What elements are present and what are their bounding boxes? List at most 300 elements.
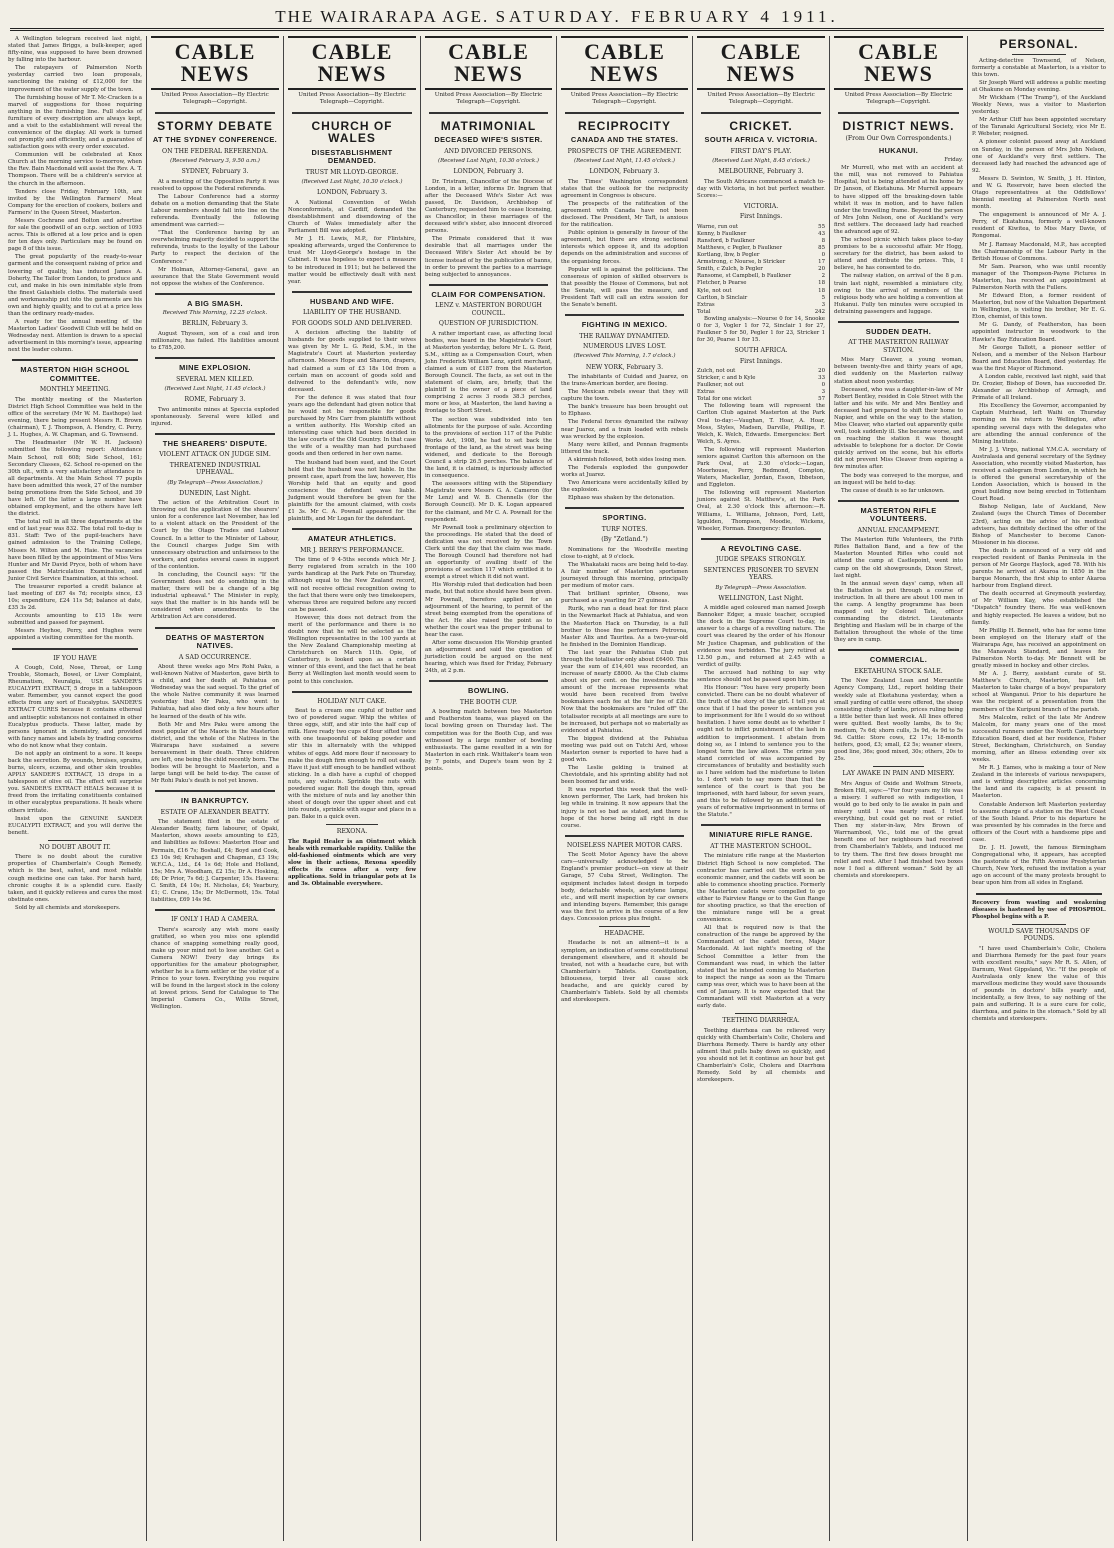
batsman: Kenny, b Faulkner [697, 230, 747, 237]
score-row [697, 295, 825, 302]
paragraph: The Federals exploded the gunpowder works at Juarez. [561, 464, 688, 479]
column-4 [420, 36, 556, 1541]
batsman: Kyle, not out [697, 287, 732, 294]
batsman: Smith, c Zulch, b Pegler [697, 266, 763, 273]
divider [155, 112, 275, 114]
divider [599, 926, 650, 927]
batsman: Carlton, b Sinclair [697, 294, 748, 301]
paragraph: A decision affecting the liability of husbands for goods supplied to their wives was given by Mr L. G. Reid, S.M., in the Magistrate's Court at Masterton yesterday afternoon. Messrs Hope and Sharon, drapers, had claimed a sum of £3 18s 10d from a certain man on account of goods sold and delivered to the defendant's wife, now deceased. [288, 330, 416, 393]
divider [155, 790, 275, 792]
advert-headline: LAY AWAKE IN PAIN AND MISERY. [842, 770, 955, 778]
received-time: (Received Last Night, 10.30 o'clock.) [301, 179, 403, 186]
paragraph: The great popularity of the ready-to-wear garment and the consequent raising of price and lowering of quality, has induced James A. Doherty, The Tailor from London, to produce and cut, and make in his own inimitable style from the finest Galashiels cloths. The materials used and workmanship put into the garments are his own and highly quality, and to cut at a price less than the ordinary ready-mades. [8, 254, 142, 317]
column-6 [692, 36, 829, 1541]
paragraph: Accounts amounting to £15 18s were submitted and passed for payment. [8, 613, 142, 627]
paragraph: Mr Murrell, who met with an accident at the mill, was not removed to Pahiatua Hospital, but is being attended at his home by Dr Janson, of Eketahuna. Mr Murrell appears to have slipped off the breaking-down table whilst it was in motion, and to have fallen under the travelling frame. Beyond the person of Mrs John Nelson, one of Auckland's very first settlers. The deceased lady had reached the advanced age of 92. [834, 165, 963, 235]
runs: 8 [821, 237, 825, 244]
dateline: DUNEDIN, Last Night. [179, 489, 251, 497]
paragraph: It was reported this week that the well-known performer, The Lark, had broken his leg while in training. It now appears that the injury is not so bad as stated, and there is hope of the horse being all right in due course. [561, 787, 688, 829]
article-headline: PERSONAL. [999, 37, 1079, 51]
article-subhead: (From Our Own Correspondents.) [845, 135, 952, 143]
received-time: (Received February 3, 9.50 a.m.) [170, 158, 260, 165]
runs: 20 [818, 368, 825, 374]
paragraph: Mr A. J. Berry, assistant curate of St. Matthew's Church, Masterton, has left Masterton to take charge of a boys' preparatory school at Wanganui. Prior to his departure he was the recipient of a presentation from the members of the Kuripuni branch of the parish. [972, 671, 1106, 713]
runs: 0 [821, 252, 825, 259]
paragraph: "That the Conference having by an overwhelming majority decided to support the referenda, trusts to the loyalty of the Labour Party to respect the decision of the Conference." [151, 230, 279, 265]
paragraph: The Leslie gelding is trained at Cheviotdale, and his sprinting ability had not been boomed far and wide. [561, 765, 688, 786]
runs: 55 [818, 223, 825, 230]
paragraph: Mr J. Ramsay Macdonald, M.P., has accepted the Chairmanship of the Labour Party in the British House of Commons. [972, 241, 1106, 262]
section-credit: United Press Association—By Electric Telegraph—Copyright. [298, 92, 406, 106]
divider [1012, 924, 1066, 925]
score-row [697, 288, 825, 295]
paragraph: "I have used Chamberlain's Colic, Cholera and Diarrhœa Remedy for the past four years with excellent results," says Mr R. S. Allen, of Darnum, West Gippsland, Vic. "If the people of Australasia only knew the value of this marvellous medicine they would save thousands of pounds in doctors' bills yearly and, incidentally, a few lives, to say nothing of the pain and suffering. It is a sure cure for colic, diarrhœa, and pains in the stomach." Sold by all chemists and storekeepers. [972, 945, 1106, 1023]
paragraph: The accused had nothing to say why sentence should not be passed upon him. [697, 669, 825, 683]
dateline: NEW YORK, February 3. [585, 363, 664, 371]
paragraph: However, this does not detract from the merit of the performance and there is no doubt now that he will be selected as the Wellington representative in the 100 yards at the New Zealand Championship meeting at Christchurch on March 11th. Opie, of Canterbury, is looked upon as a certain winner of this event, and the fact that he beat Berry at Wellington last month would seem to point to this conclusion. [288, 614, 416, 685]
batsman: Warne, run out [697, 223, 739, 230]
paragraph: The husband had been sued, and the Court held that the husband was not liable. In the present case, apart from the law, however, His Worship held that an equity and good conscience the defendant was liable. Judgment would therefore be given for the plaintiffs for the amount claimed, with costs £1 3s. Mr C. A. Pownall appeared for the plaintiffs, and Mr Logan for the defendant. [288, 459, 416, 523]
paragraph: A Cough, Cold, Nose, Throat, or Lung Trouble, Stomach, Bowel, or Liver Complaint, Rheumatism, Neuralgia, USE SANDER'S EUCALYPTI EXTRACT, 5 drops in a tablespoon water. Remember, you cannot expect the good effects from any sort of Eucalyptus. SANDER'S EXTRACT CURES because it contains ethereal and antiseptic substances not contained in other Eucalyptus products. These latter, made by persons ignorant in chemistry, and provided with fancy names and labels by trading concerns who do not know what they contain. [8, 665, 142, 749]
paragraph: A London cable, received last night, said that Dr. Crozier, Bishop of Down, has succeeded Dr. Alexander as Archbishop of Armagh, and Primate of all Ireland. [972, 373, 1106, 402]
paragraph: His Worship ruled that dedication had been made, but that notice should have been given. Mr Pownall, therefore applied for an adjournment of the hearing, to permit of the street being exempted from the operations of the Act. He also raised the point as to whether the court was the proper tribunal to hear the case. [425, 582, 552, 638]
article-subhead: AT THE SYDNEY CONFERENCE. [152, 135, 278, 145]
paragraph: Deceased, who was a daughter-in-law of Mr Robert Bentley, resided in Cole Street with the latter and his wife. Mr and Mrs Bentley and deceased had prepared to shift their home to Napier, and while on the way to the station, Miss Cleaver, who started out apparently quite well, took suddenly ill. She became worse, and on reaching the station it was thought advisable to telephone for a doctor. Dr Cowie quickly arrived on the scene, but his efforts did not prevent Miss Cleaver from expiring a few minutes after. [834, 386, 963, 471]
paragraph: Mr George Tallott, a pioneer settler of Nelson, and a member of the Nelson Harbour Board and Education Board, died yesterday. He was the first Mayor of Richmond. [972, 344, 1106, 372]
dateline: SYDNEY, February 3. [181, 168, 249, 176]
divider [565, 112, 684, 114]
article-subhead: SOUTH AFRICA V. VICTORIA. [704, 135, 818, 145]
article-headline: A BIG SMASH. [187, 298, 243, 308]
divider [565, 314, 684, 316]
paragraph: The Whakataki races are being held to-day. A fair number of Masterton sportsmen journeyed through this morning, principally per medium of motor cars. [561, 561, 688, 590]
article-headline: MATRIMONIAL [440, 118, 537, 133]
paragraph: A Wellington telegram received last night, stated that James Briggs, a bulk-keeper, aged fifty-nine, was supposed to have been drowned by falling into the harbour. [8, 36, 142, 64]
column-7 [829, 36, 967, 1541]
scorecard-victoria [697, 224, 825, 316]
section-credit: United Press Association—By Electric Telegraph—Copyright. [707, 92, 815, 106]
paragraph: The death is announced of a very old and respected resident of Banks Peninsula in the person of Mr George Haylock, aged 78. With his parents he arrived at Akaroa in 1850 in the barque Monarch, the first ship to enter Akaroa harbour from England direct. [972, 547, 1106, 590]
article-subhead: ESTATE OF ALEXANDER BEATTY. [160, 808, 270, 816]
divider [429, 112, 548, 114]
masthead-left: THE WAIRARAPA AGE. [275, 7, 490, 26]
paragraph: Messrs Cochrane and Bolton and advertise for sale the goodwill of an o.r.p. section of 1093 acres. This is offered at a low price and is open for ten days only. Particulars may be found on page 8 of this issue. [8, 217, 142, 253]
paragraph: That brilliant sprinter, Obsono, was purchased as a yearling for 27 guineas. [561, 591, 688, 605]
paragraph: The following team will represent the Carlton Club against Masterton at the Park Oval to-day:—Vaughan, T. Hoar, A. Hoar, Moss, Styles, Madsen, Darville, Phillips, F. Welch, K. Welch, Edwards. Emergencies: Bert Welch, S. Ayres. [697, 403, 825, 445]
runs: 18 [818, 287, 825, 294]
advert-headline: WOULD SAVE THOUSANDS OF POUNDS. [988, 927, 1090, 943]
column-2 [146, 36, 283, 1541]
article-subhead: AT THE MASTERTON RAILWAY STATION. [848, 339, 949, 354]
paragraph: August Thyssen, son of a coal and iron millionaire, has failed. His liabilities amount to £785,200. [151, 330, 279, 352]
advert-headline: IF ONLY I HAD A CAMERA. [171, 916, 259, 924]
batsman: Total for one wicket [697, 396, 752, 403]
batsman: Ransome, st Campbell, b Faulkner [697, 273, 792, 280]
score-row [697, 224, 825, 231]
divider [565, 835, 684, 837]
paragraph: There is no doubt about the curative properties of Chamberlain's Cough Remedy, which is the best, safest, and most reliable cough medicine one can take. For harsh hard, chronic coughs it is a splendid cure. Easily taken, and it quickly relieves and cures the most obstinate ones. [8, 854, 142, 903]
advert-headline: IF YOU HAVE [53, 654, 97, 662]
paragraph: Two antimonite mines at Speccia exploded spontaneously. Several were killed and injured. [151, 406, 279, 427]
article-subhead: DECEASED WIFE'S SISTER. [434, 135, 543, 145]
paragraph: Mr J. J. Virgo, national Y.M.C.A. secretary of Australasia and general secretary of the Sydney Association, who recently visited Masterton, has received a cablegram from London, in which he is offered the general secretaryship of the London Association, which is housed in the great building now being erected in Tottenham Court Road. [972, 446, 1106, 503]
divider [429, 284, 548, 286]
paragraph: Constable Anderson left Masterton yesterday to assume charge of a station on the West Coast of the South Island. Prior to his departure he was presented by his comrades in the force and officers of the Court with a handsome pipe and case. [972, 801, 1106, 843]
paragraph: Messrs Heyhoe, Perry, and Hughes were appointed a visiting committee for the month. [8, 628, 142, 642]
score-row [697, 259, 825, 266]
section-title-cable-news: CABLE NEWS [561, 36, 688, 90]
divider [12, 359, 138, 361]
paragraph: Beat to a cream one cupful of butter and two of powdered sugar. Whip the whites of three eggs, stiff, and stir into the half cup of milk. Have ready two cups of flour sifted twice with one teaspoonful of baking powder and stir this in alternately with the whipped whites of eggs. Add more flour if necessary to make the dough firm enough to roll out easily. Have it just stiff enough to be handled without sticking. In a dish have a cupful of chopped nuts, any walnuts. Sprinkle the nuts with powdered sugar. Roll the dough thin, spread with the mixture of nuts and lay another thin sheet of dough over the upper sheet and cut into rounds, sprinkle with sugar and place in a pan. Bake in a quick oven. [288, 708, 416, 821]
paragraph: Communion will be celebrated at Knox Church at the morning service to-morrow, when the Rev. Bain Macdonald will assist the Rev. A. T. Thompson. There will be a children's service at the church in the afternoon. [8, 152, 142, 187]
paragraph: There's scarcely any wish more easily gratified, so when you miss one splendid chance of snapping something really good, make up your mind not to lose another. Get a Camera NOW! Every day brings its opportunities for the amateur photographer, whether he is a farm settler or the visitor of a Prince to your town. Everything you require will be found in the largest stock in the colony at lowest prices. Send for Catalogue to The Imperial Camera Co., Willis Street, Wellington. [151, 926, 279, 1011]
innings-label: First Innings. [739, 357, 783, 365]
article-headline: CRICKET. [729, 118, 793, 133]
paragraph: The monthly meeting of the Masterton District High School Committee was held in the office of the secretary (Mr W. M. Easthope) last evening, there being present Messrs R. Brown (chairman), T. J. Thompson, A. Hendry, C. Perry, J. L. Hughes, A. W. Chapman, and G. Townsend. [8, 396, 142, 439]
article-subhead: SEVERAL MEN KILLED. [176, 375, 254, 383]
paragraph: Mr J. H. Lewis, M.P., for Flintshire, speaking afterwards, urged the Conference to trust Mr Lloyd-George's hostage in the Cabinet. It was hopeless to expect a measure to be introduced in 1911; but he believed the matter would be effectively dealt with next year. [288, 236, 416, 285]
article-subhead: ANNUAL ENCAMPMENT. [857, 526, 940, 534]
score-row [697, 396, 825, 403]
paragraph: In concluding, the Council says: "If the Government does not do something in the matter, there will be a change of a big industrial upheaval." The Minister in reply, says that the matter is in his hands will be considered when amendments to the Arbitration Act are considered. [151, 571, 279, 621]
divider [429, 680, 548, 682]
paragraph: The last year the Pahiatua Club put through the totalisator only about £6400. This year the sum of £14,401 was recorded, an increase of nearly £8000. As the Club claims about six per cent. on the investments the amount of the increase represents what would have been received from twelve bookmakers each fee at the fair fee of £20. Now that the bookmakers are "ruled off" the totalisator receipts at all meetings are sure to be increased, but perhaps not so materially as evidenced at Pahiatua. [561, 649, 688, 734]
divider [701, 112, 821, 114]
section-credit: United Press Association—By Electric Telegraph—Copyright. [434, 92, 543, 106]
divider [155, 293, 275, 295]
article-subhead: AT THE MASTERTON SCHOOL. [710, 843, 812, 850]
batsman: Extras [697, 301, 715, 308]
batsman: Stricker, c and b Kyle [697, 375, 756, 382]
section-title-cable-news: CABLE NEWS [697, 36, 825, 90]
received-time: (Received Last Night, 10.30 o'clock.) [437, 158, 540, 165]
paragraph: The treasurer reported a credit balance at last meeting of £67 4s 7d; receipts since, £3 10s; expenditure, £24 11s 5d; balance at date, £35 3s 2d. [8, 583, 142, 612]
article-headline: MASTERTON HIGH SCHOOL COMMITTEE. [20, 365, 130, 383]
paragraph: Dr. Tristram, Chancellor of the Diocese of London, in a letter, informs Dr. Ingram that after the Deceased Wife's Sister Act was passed, Dr. Davidson, Archbishop of Canterbury, requested him to cease licensing, as Chancellor, in these marriages of the deceased wife's sister, also innocent divorced persons. [425, 178, 552, 235]
masthead-right: SATURDAY. FEBRUARY 4 1911. [495, 7, 839, 26]
paragraph: A National Convention of Welsh Nonconformists, at Cardiff, demanded the disestablishment and disendowing of the Church of Wales immediately after the Parliament Bill was adopted. [288, 199, 416, 235]
batsman: Total [697, 308, 711, 315]
place-heading: HUKANUI. [878, 145, 919, 155]
batsman: Extras [697, 389, 715, 396]
paragraph: A pioneer colonist passed away at Auckland on Sunday, in the person of Mrs John Nelson, one of Auckland's very first settlers. The deceased lady had reached the advanced age of 92. [972, 139, 1106, 174]
advert-text: Recovery from wasting and weakening diseases is hastened by use of PHOSPHOL. Phosphol begins with a P. [972, 899, 1106, 920]
paragraph: All that is required now is that the construction of the range be approved by the Commandant of the cadet forces, Major Macdonald. At last night's meeting of the School Committee a letter from the Commandant was read, in which the latter stated that he intended coming to Masterton to inspect the range as soon as the Timaru camp was over, which was to have been at the end of January. It is now expected that the Commandant will visit Masterton at a very early date. [697, 925, 825, 1010]
section-title-cable-news: CABLE NEWS [288, 36, 416, 90]
article-headline: BOWLING. [468, 686, 509, 696]
paragraph: The ratepayers of Palmerston North yesterday carried two loan proposals, sanctioning the raising of £12,000 for the improvement of the water supply of the town. [8, 65, 142, 93]
score-row [697, 273, 825, 280]
batsman: Zulch, not out [697, 368, 736, 374]
paragraph: Acting-detective Townsend, of Nelson, formerly a constable at Masterton, is a visitor to this town. [972, 57, 1106, 78]
paragraph: The body was conveyed to the morgue, and an inquest will be held to-day. [834, 472, 963, 486]
paragraph: The bank's treasure has been brought out to Elphaso. [561, 404, 688, 418]
article-subhead: LIABILITY OF THE HUSBAND. [302, 309, 402, 317]
paragraph: Mr Pownall took a preliminary objection to the proceedings. He stated that the deed of dedication was not received by the Town Clerk until the day that the claim was made. The Borough Council had therefore not had an opportunity of availing itself of the provisions of section 117 which entitled it to exempt a street which it did not want. [425, 524, 552, 581]
article-headline: FIGHTING IN MEXICO. [581, 320, 668, 330]
article-headline: STORMY DEBATE [157, 118, 273, 133]
article-headline: COMMERCIAL. [869, 655, 928, 665]
paragraph: A ready for the annual meeting of the Masterton Ladies' Goodwill Club will be held on Wednesday next. Attention is drawn to a special advertisement in this morning's issue, appearing next the leader column. [8, 319, 142, 354]
team-name: VICTORIA. [743, 202, 779, 210]
paragraph: The school picnic which takes place to-day promises to be a successful affair. Mr Hogg, secretary for the district, has been asked to attend and distribute the prizes. This, I believe, he has consented to do. [834, 237, 963, 272]
article-subhead: AND DIVORCED PERSONS. [444, 147, 533, 155]
article-subhead: THREATENED INDUSTRIAL UPHEAVAL. [169, 461, 261, 477]
paragraph: After some discussion His Worship granted an adjournment and said the question of jurisdiction could be argued on the next hearing, which was fixed for Friday, February 24th, at 2 p.m. [425, 639, 552, 675]
section-title-cable-news: CABLE NEWS [425, 36, 552, 90]
column-1 [4, 36, 146, 1541]
batsman: Matthews, c Pegler, b Faulkner [697, 245, 783, 252]
advert-headline: NOISELESS NAPIER MOTOR CARS. [566, 841, 683, 849]
paragraph: Mr Phillip H. Bennett, who has for some time been employed on the literary staff of the Wairarapa Age, has received an appointment on the Manawatu Standard, and leaves for Palmerston North to-day. Mr Bennett will be greatly missed in hockey and other circles. [972, 627, 1106, 670]
divider [292, 691, 412, 693]
article-headline: MASTERTON RIFLE VOLUNTEERS. [860, 505, 937, 524]
paragraph: Mrs Angus of Oxide and Wolfram Streets, Broken Hill, says:—"For four years my life was a misery. I suffered so with indigestion, I would go to bed only to lie awake in pain and misery until I was nearly mad. I tried everything, but could get no rest or relief. Then my sister-in-law, Mrs Brown of Warrnambool, Vic., told me of the great benefit one of her neighbours had received from Chamberlain's Tablets, and induced me to try them. The first few doses brought me relief and rest. After I had finished two boxes now I feel a different woman." Sold by all chemists and storekeepers. [834, 780, 963, 879]
advert-headline: HEADACHE. [604, 929, 645, 937]
article-headline: SPORTING. [602, 513, 647, 523]
paragraph: The South Africans commenced a match to-day with Victoria, in hot but perfect weather. Scores:— [697, 178, 825, 199]
paragraph: Headache is not an ailment—it is a symptom, an indication of some constitutional derangement elsewhere, and it should be treated, not with a headache cure, but with Chamberlain's Tablets. Constipation, biliousness, torpid liver all cause sick headache, and are quickly cured by Chamberlain's Tablets. Sold by all chemists and storekeepers. [561, 940, 688, 1004]
paragraph: Popular will is against the politicians. The consensus of opinion of skilled observers is that possibly the House of Commons, but not the Senate, will pass the measure, and President Taft will call an extra session for the Senate's benefit. [561, 266, 688, 309]
paragraph: The Mexican rebels swear that they will capture the town. [561, 389, 688, 403]
section-credit: United Press Association—By Electric Telegraph—Copyright. [161, 92, 269, 106]
divider [735, 1013, 786, 1014]
paragraph: The section was subdivided into ten allotments for the purpose of sale. According to the provisions of section 117 of the Public Works Act, 1908, he had to set back the frontage of the land, as the street was being widened, and dedicate to the Borough Council a strip 26.5 perches. The balance of the land, it is claimed, is injuriously affected in consequence. [425, 416, 552, 480]
article-subhead: (By "Zetland.") [601, 536, 648, 544]
runs: 43 [818, 230, 825, 237]
paragraph: At a meeting of the Opposition Party it was resolved to oppose the Federal referenda. [151, 178, 279, 192]
divider [838, 321, 959, 323]
divider [48, 840, 102, 841]
paragraph: Nominations for the Woodville meeting close to-night, at 9 o'clock. [561, 546, 688, 560]
article-headline: IN BANKRUPTCY. [180, 796, 249, 806]
paragraph: Bishop Neligan, late of Auckland, New Zealand (says the Church Times of December 23rd), acting on the advice of his medical advisers, has definitely declined the offer of the Bishop of Manchester to become Canon-Missioner in his diocese. [972, 504, 1106, 546]
article-headline: SUDDEN DEATH. [865, 326, 932, 336]
received-time: (By Telegraph—Press Association.) [167, 479, 263, 486]
article-subhead: LENZ v. MASTERTON BOROUGH COUNCIL. [435, 302, 542, 317]
team-name: SOUTH AFRICA. [734, 347, 788, 355]
paragraph: The Federal forces dynamited the railway near Juarez, and a train loaded with rebels was wrecked by the explosion. [561, 419, 688, 440]
batsman: Fletcher, b Pearse [697, 280, 747, 287]
paragraph: The Scott Motor Agency have the above cars—universally acknowledged to be England's premier product—on view at their Garage, 57 Cuba Street, Wellington. The equipment includes latest design in torpedo body, detachable wheels, acetylene lamps, etc., and will merit inspection by car owners and intending buyers. Remember, this garage was the first to arrive in the course of a few days. Concession prices plus freight. [561, 852, 688, 922]
paragraph: In the annual seven days' camp, when all the Battalion is put through a course of instruction. In all there are about 100 men in the camp. A lengthy programme has been mapped out by Colonel Tate, officer commanding the district. Lieutenants Brighting and Haslam will be in charge of the Battalion throughout the whole of the time they are in camp. [834, 580, 963, 644]
paragraph: Sold by all chemists and storekeepers. [15, 904, 121, 911]
batsman: Ransford, b Faulkner [697, 237, 755, 244]
paragraph: Teething diarrhœa can be relieved very quickly with Chamberlain's Colic, Cholera and Diarrhœa Remedy. There is hardly any other ailment that pulls baby down so quickly, and you should not let it continue an hour but get Chamberlain's Colic, Cholera and Diarrhœa Remedy. Sold by all chemists and storekeepers. [697, 1027, 825, 1084]
paragraph: The action of the Arbitration Court in throwing out the application of the shearers' union for a conference last November, has led to a violent attack on the President of the Court by the Otago Trades and Labour Council. In a letter to the Minister of Labour, the Council charges Judge Sim with unnecessary obstruction and unfairness to the workers, and quotes several cases in support of the contention. [151, 500, 279, 570]
section-credit: United Press Association—By Electric Telegraph—Copyright. [570, 92, 679, 106]
dateline: LONDON, February 3. [453, 168, 524, 176]
column-5 [556, 36, 692, 1541]
score-row [697, 245, 825, 252]
divider [565, 507, 684, 509]
divider [292, 291, 412, 293]
runs: 5 [821, 294, 825, 301]
article-subhead: CANADA AND THE STATES. [570, 135, 679, 145]
paragraph: The statement filed in the estate of Alexander Beatty, farm labourer, of Opaki, Masterton, shows assets amounting to £25, and liabilities as follows: Masterton Hoar and Permain, £16 7s; Boshall, £4; Boyd and Cook, £3 10s 9d; Kruhagen and Chapman, £3 19s; W.F.C.A., Ltd., £4 1s 6d; Hole and Holland, 15s; Mrs A. Woodham, £2 15s; Dr A. Hosking, £6; Dr Prior, 7s 6d; J. Carpenter, 15s. Hawera: C. Smith, £4 10s; H. Nicholas, £4; Yearbury, £1; C. Crane, 15s; Dr McDermott, 15s. Total liabilities, £69 14s 9d. [151, 819, 279, 904]
paragraph: His Honour: "You have very properly been convicted. There can be no doubt whatever of the truth of the story of the girl. I tell you at once that if I had the power to sentence you to imprisonment for life I would do so without hesitation. I have some doubt as to whether I ought not to inflict punishment of the lash in addition to imprisonment. I abstain from doing so, as I intend to sentence you to the longest term the law allows. The crime you stand convicted of was accompanied by circumstances of brutality and bestiality such as I have seldom had the misfortune to listen to. I don't wish to say more than that the sentence of the court is that you be imprisoned, with hard labour, for seven years, and this to be followed by an additional ten years of reformative imprisonment in terms of the Statute." [697, 685, 825, 819]
paragraph: His Excellency the Governor, accompanied by Captain Muirhead, left Waihi on Thursday morning on his return to Wellington, after spending several days with the delegates who are attending the annual conference of the Mining Institute. [972, 403, 1106, 445]
paragraph: The Masterton Rifle Volunteers, the Fifth Rifles Battalion Band, and a few of the Masterton Mounted Rifles who could not attend the camp at Castlepoint, went into camp on the old showgrounds, Dixon Street, last night. [834, 537, 963, 579]
dateline: MELBOURNE, February 3. [718, 168, 804, 176]
column-1-briefs [8, 36, 142, 354]
paragraph: For the defence it was stated that four years ago the defendant had given notice that he would not be responsible for goods purchased by Mrs Carr from plaintiffs without a written authority. His Worship cited an interesting case which had been decided in the law courts of the Old Country. In that case the wife of a wealthy man had purchased goods and then ordered in her own name. [288, 394, 416, 458]
paragraph: The following will represent Masterton seniors against Carlton this afternoon on the Park Oval, at 2.30 o'clock:—Logan, Moorhouse, Perry, Redmond, Compton, Waters, Mackellar, Jordan, Esson, Ibbetson, and Eggleton. [697, 446, 825, 489]
paragraph: A middle aged coloured man named Joseph Bannoker Edger, a music teacher, occupied the dock in the Supreme Court to-day, in answer to a charge of a revolting nature. The court was cleared by the order of his Honour Mr Justice Chapman, and publication of the evidence was forbidden. The jury retired at 12.50 p.m., and returned at 2.45 with a verdict of guilty. [697, 605, 825, 668]
paragraph: The assessors sitting with the Stipendiary Magistrate were Messrs G. A. Cameron (for Mr Lenz) and W. B. Chennells (for the Borough Council). Mr D. K. Logan appeared for the claimant, and Mr C. A. Pownall for the respondent. [425, 481, 552, 523]
article-subhead: TURF NOTES. [601, 525, 648, 533]
paragraph: Tenders close Friday, February 10th, are invited by the Wellington Farmers' Meat Company for the erection of cookers, boilers and Farmers' in the Queen Street, Masterton. [8, 188, 142, 216]
article-headline: RECIPROCITY [577, 118, 671, 133]
paragraph: Public opinion is generally in favour of the agreement, but there are strong sectional interests which oppose it, and its adoption depends on the administration and success of the organising forces. [561, 230, 688, 265]
section-title-cable-news: CABLE NEWS [151, 36, 279, 90]
dateline: BERLIN, February 3. [182, 320, 248, 328]
article-headline: AMATEUR ATHLETICS. [307, 534, 397, 544]
dateline: ROME, February 3. [184, 396, 246, 404]
runs: 2 [821, 273, 825, 280]
runs: 20 [818, 266, 825, 273]
score-row [697, 231, 825, 238]
paragraph: The biggest dividend at the Pahiatua meeting was paid out on Tutchi Ard, whose Masterton owner is reported to have had a good win. [561, 735, 688, 763]
article-subhead: ON THE FEDERAL REFERENDA. [162, 147, 268, 155]
received-time: (Received This Morning, 1.7 o'clock.) [573, 353, 676, 360]
dateline: Friday. [944, 157, 963, 164]
score-row [697, 375, 825, 382]
paragraph: Mr Holman, Attorney-General, gave an assurance that the State Government would not oppose the wishes of the Conference. [151, 266, 279, 287]
divider [12, 648, 138, 650]
paragraph: Mrs Malcolm, relict of the late Mr Andrew Malcolm, for many years one of the most successful runners under the North Canterbury Education Board, died at her residence, Fisher Street, Beckingham, Christchurch, on Sunday morning, after an illness extending over six weeks. [972, 714, 1106, 764]
paragraph: The furnishing house of Mr T. Mc-Cracken is a marvel of suggestions for those requiring anything in the furnishing line. Full stocks of furniture of every description are always kept, and a visit to the establishment will reveal the convenience of the display. All work is turned out promptly and efficiently, and a guarantee of satisfaction goes with every order executed. [8, 94, 143, 151]
paragraph: Mr Sam. Pearson, who was until recently manager of the Thompson-Payne Pictures in Masterton, has received an appointment at Palmerston North with the Fullers. [972, 263, 1106, 292]
paragraph: A bowling match between two Masterton and Featherston teams, was played on the local bowling green on Thursday last. The competition was for the Booth Cup, and was witnessed by a large number of bowling enthusiasts. The game resulted in a win for Masterton in each rink. Whittaker's team won by 7 points, and Dupre's team won by 2 points. [425, 709, 552, 772]
paragraph: The Rapid Healer is an Ointment which heals with remarkable rapidity. Unlike the old-fashioned ointments which are very slow in their actions, Rexona speedily effects its cures after a very few applications. Sold in triangular pots at 1s and 3s. Obtainable everywhere. [288, 838, 416, 888]
paragraph: Mr Edward Eton, a former resident of Masterton, but now of the Valuation Department in Wellington, is visiting his brother, Mr E. G. Eton, chemist, of this town. [972, 293, 1106, 321]
paragraph: Both Mr and Mrs Paku were among the most popular of the Maoris in the Masterton district, and the whole of the Natives in the Wairarapa have sustained a severe bereavement in their death. Three children are left, one being the child recently born. The bodies will be brought to Masterton, and a large tangi will be held to-day. The cause of Mr Rohi Paku's death is not yet known. [151, 721, 279, 785]
paragraph: The miniature rifle range at the Masterton District High School is now completed. The contractor has carried out the work in an economic manner, and the cadets will soon be able to commence shooting practice. Formerly the Masterton cadets were compelled to go either to Fairview Range or to the Gun Range for shooting practice, so that the erection of the miniature range will be a great convenience. [697, 853, 825, 924]
dateline: WELLINGTON, Last Night. [718, 594, 804, 602]
paragraph: Miss Mary Cleaver, a young woman, between twenty-five and thirty years of age, died suddenly on the Masterton railway station about noon yesterday. [834, 357, 963, 385]
article-subhead: FIRST DAY'S PLAY. [730, 147, 792, 155]
scorecard-south-africa [697, 368, 825, 403]
article-subhead: THE RAILWAY DYNAMITED. [579, 332, 670, 340]
article-subhead: TRUST MR LLOYD-GEORGE. [305, 168, 399, 176]
divider [838, 500, 959, 502]
paragraph: The Primate considered that it was desirable that all marriages under the Deceased Wife's Sister Act should be by license instead of by the publication of banns, in order to prevent the parties to a marriage being subjected to annoyances. [425, 236, 552, 278]
article-headline: MINIATURE RIFLE RANGE. [709, 830, 813, 840]
divider [292, 528, 412, 530]
article-subhead: EKETAHUNA STOCK SALE. [854, 667, 943, 675]
runs: 17 [818, 259, 825, 266]
article-subhead: THE BOOTH CUP. [459, 698, 518, 706]
runs: 242 [814, 308, 825, 315]
runs: 0 [821, 382, 825, 389]
paragraph: Insist upon the GENUINE SANDER EUCALYPTI EXTRACT, and you will derive the benefit. [8, 815, 142, 836]
paragraph: The inhabitants of Cuidad and Juarez, on the trans-American border, are fleeing. [561, 374, 688, 388]
paragraph: The New Zealand Loan and Mercantile Agency Company, Ltd., report holding their weekly sale at Eketahuna yesterday, when a small yarding of cattle were offered, the sheep consisting chiefly of lambs, prices ruling being a little better than last week. All lines offered were quitted. Best woolly lambs, 8s to 9s; medium, 7s 6d; shorn culls, 3s 9d, 4s 9d to 5s 9d. Cattle: Store cows, £2 17s; 18-month heifers, good, £3; small, £2 5s; weaner steers, good line, 36s; good mixed, 30s; others, 20s to 25s. [834, 678, 963, 763]
advert-headline: TEETHING DIARRHŒA. [722, 1017, 800, 1025]
paragraph: Two Americans were accidentally killed by the explosion. [561, 480, 688, 494]
paragraph: The following will represent Masterton juniors against St. Matthew's, at the Park Oval, at 2.30 o'clock this afternoon:—R. Williams, L. Williams, Johnson, Ford, Lett, Iggulden, Thompson, Moodie, Wickens, Wheeler, Forman. Emergency: Brunton. [697, 490, 825, 532]
score-row [697, 280, 825, 287]
paragraph: Many were killed, and Pennan fragments littered the track. [561, 441, 688, 455]
paragraph: Messrs D. Swinton, W. Smith, J. H. Hinton, and W. G. Reservoir, have been elected the Otago representatives at the Oddfellows' biennial meeting at Palmerston North next month. [972, 175, 1106, 211]
article-subhead: DISESTABLISHMENT DEMANDED. [311, 147, 393, 166]
article-headline: DISTRICT NEWS. [842, 118, 955, 133]
paragraph: The prospects of the ratification of the agreement with Canada have not been disclosed. The President, Mr Taft, is anxious for the ratification. [561, 200, 688, 229]
paragraph: Mr R. J. Eames, who is making a tour of New Zealand in the interests of various newspapers, and is writing descriptive articles concerning the land and its capacity, is at present in Masterton. [972, 765, 1106, 800]
divider [873, 766, 925, 767]
advert-headline: REXONA. [336, 828, 368, 836]
article-subhead: JUDGE SPEAKS STRONGLY. [716, 556, 806, 564]
paragraph: About three weeks ago Mrs Rohi Paku, a well-known Native of Masterton, gave birth to a child, and her death at Pahiatua on Wednesday was the sad sequel. To the grief of the whole Native community it was learned yesterday that Mr Paku, who went to Pahiatua, had also died only a few hours after he learned of the death of his wife. [151, 663, 279, 720]
score-row [697, 368, 825, 375]
paragraph: The Labour Conference had a stormy debate on a motion demanding that the State Labour members should fall into line on the referenda. Eventually the following amendment was carried:— [151, 193, 279, 229]
paragraph: A skirmish followed, both sides losing men. [568, 456, 687, 463]
runs: 33 [818, 375, 825, 382]
paragraph: Dr. J. H. Jowett, the famous Birmingham Congregational who, it appears, has accepted the pastorate of the Fifth Avenue Presbyterian Church, New York, refused the invitation a year ago on account of the many protests brought to bear upon him from all sides in England. [972, 845, 1106, 887]
paragraph: Rurik, who ran a dead heat for first place in the Newmarket Hack at Pahiatua, and won the Masterton Hack on Thursday, is a full brother to those fine performers Petrovna, Master Alix and Tauritea. As a two-year-old he finished in the Dominion Handicap. [561, 606, 688, 648]
article-headline: CHURCH OF WALES [311, 118, 393, 146]
dateline: LONDON, February 3. [316, 189, 388, 197]
divider [976, 893, 1102, 895]
runs: 18 [818, 280, 825, 287]
paragraph: Mr Arthur Cliff has been appointed secretary of the Taranaki Agricultural Society, vice Mr E. P. Webster, resigned. [972, 117, 1106, 138]
divider [701, 824, 821, 826]
article-subhead: A SAD OCCURRENCE. [178, 653, 252, 661]
divider [155, 627, 275, 629]
article-subhead: MR J. BERRY'S PERFORMANCE. [300, 546, 404, 554]
article-subhead: SENTENCES PRISONER TO SEVEN YEARS. [703, 566, 819, 582]
paragraph: Do not apply an ointment to a sore. It keeps back the secretion. By wounds, bruises, sprains, burns, ulcers, eczema, and other skin troubles APPLY SANDER'S EXTRACT, 15 drops in a tablespoon of olive oil. The effect will surprise you. SANDER'S EXTRACT HEALS because it is freed from the irritating constituents contained in other eucalyptus preparations. It heals where others irritate. [8, 750, 142, 814]
advert-headline: NO DOUBT ABOUT IT. [39, 843, 111, 851]
divider [701, 538, 821, 540]
article-headline: THE SHEARERS' DISPUTE. [162, 438, 268, 448]
divider [838, 649, 959, 651]
score-row [697, 238, 825, 245]
section-title-cable-news: CABLE NEWS [834, 36, 963, 90]
received-time: Received This Morning, 12.25 o'clock. [162, 310, 268, 317]
score-row [697, 309, 825, 316]
batsman: Armstrong, c Nourse, b Stricker [697, 259, 786, 266]
dateline: LONDON, February 3. [589, 168, 660, 176]
column-8 [967, 36, 1110, 1541]
article-headline: HUSBAND AND WIFE. [309, 296, 395, 306]
divider [155, 909, 275, 911]
received-time: (Received Last Night, 11.45 o'clock.) [573, 158, 676, 165]
runs: 3 [821, 389, 825, 396]
article-headline: DEATHS OF MASTERTON NATIVES. [165, 632, 265, 651]
section-credit: United Press Association—By Electric Telegraph—Copyright. [844, 92, 953, 106]
paragraph: The Times' Washington correspondent states that the outlook for the reciprocity agreement in Congress is obscure. [561, 178, 688, 199]
divider [292, 112, 412, 114]
article-subhead: QUESTION OF JURISDICTION. [438, 320, 539, 328]
article-headline: HOLIDAY NUT CAKE. [317, 697, 387, 705]
divider [155, 433, 275, 435]
article-subhead: FOR GOODS SOLD AND DELIVERED. [291, 319, 413, 327]
divider [838, 112, 959, 114]
received-time: By Telegraph—Press Association. [715, 584, 807, 591]
article-headline: A REVOLTING CASE. [720, 543, 802, 553]
paragraph: The railway station, on arrival of the 8 p.m. train last night, resembled a miniature city, owing to the arrival of members of the religious body who are holding a convention at Hukanui. Fully ten minutes were occupied in detraining passengers and luggage. [834, 273, 963, 315]
paragraph: The Headmaster (Mr W. H. Jackson) submitted the following report: Attendance Main School, roll 608; Side School, 161; Secondary Classes, 62. School re-opened on the 30th ult., with a very satisfactory attendance in all departments. At the Main School 77 pupils have been admitted this week, 27 of the number being promotions from the Side School, and 39 have left. Of the latter a large number have obtained employment, and the others have left the district. [8, 440, 142, 518]
score-row [697, 389, 825, 396]
paragraph: Elphaso was shaken by the detonation. [568, 495, 675, 502]
runs: 85 [818, 245, 825, 252]
score-row [697, 382, 825, 389]
masthead [10, 6, 1104, 31]
paragraph: Mr G. Dandy, of Featherston, has been appointed instructor in woodwork to the Hawke's Bay Education Board. [972, 322, 1106, 343]
paragraph: The total roll in all three departments at the end of last year was 832. The total roll to-day is 831. Staff: Two of the pupil-teachers have gained admission to the Training College, Misses M. Wilton and M. Haie. The vacancies have been filled by the appointment of Miss Vera Hunter and Mr David Pryce, both of whom have passed the Matriculation Examination, and Junior Civil Service Examination, at this school. [8, 519, 142, 582]
